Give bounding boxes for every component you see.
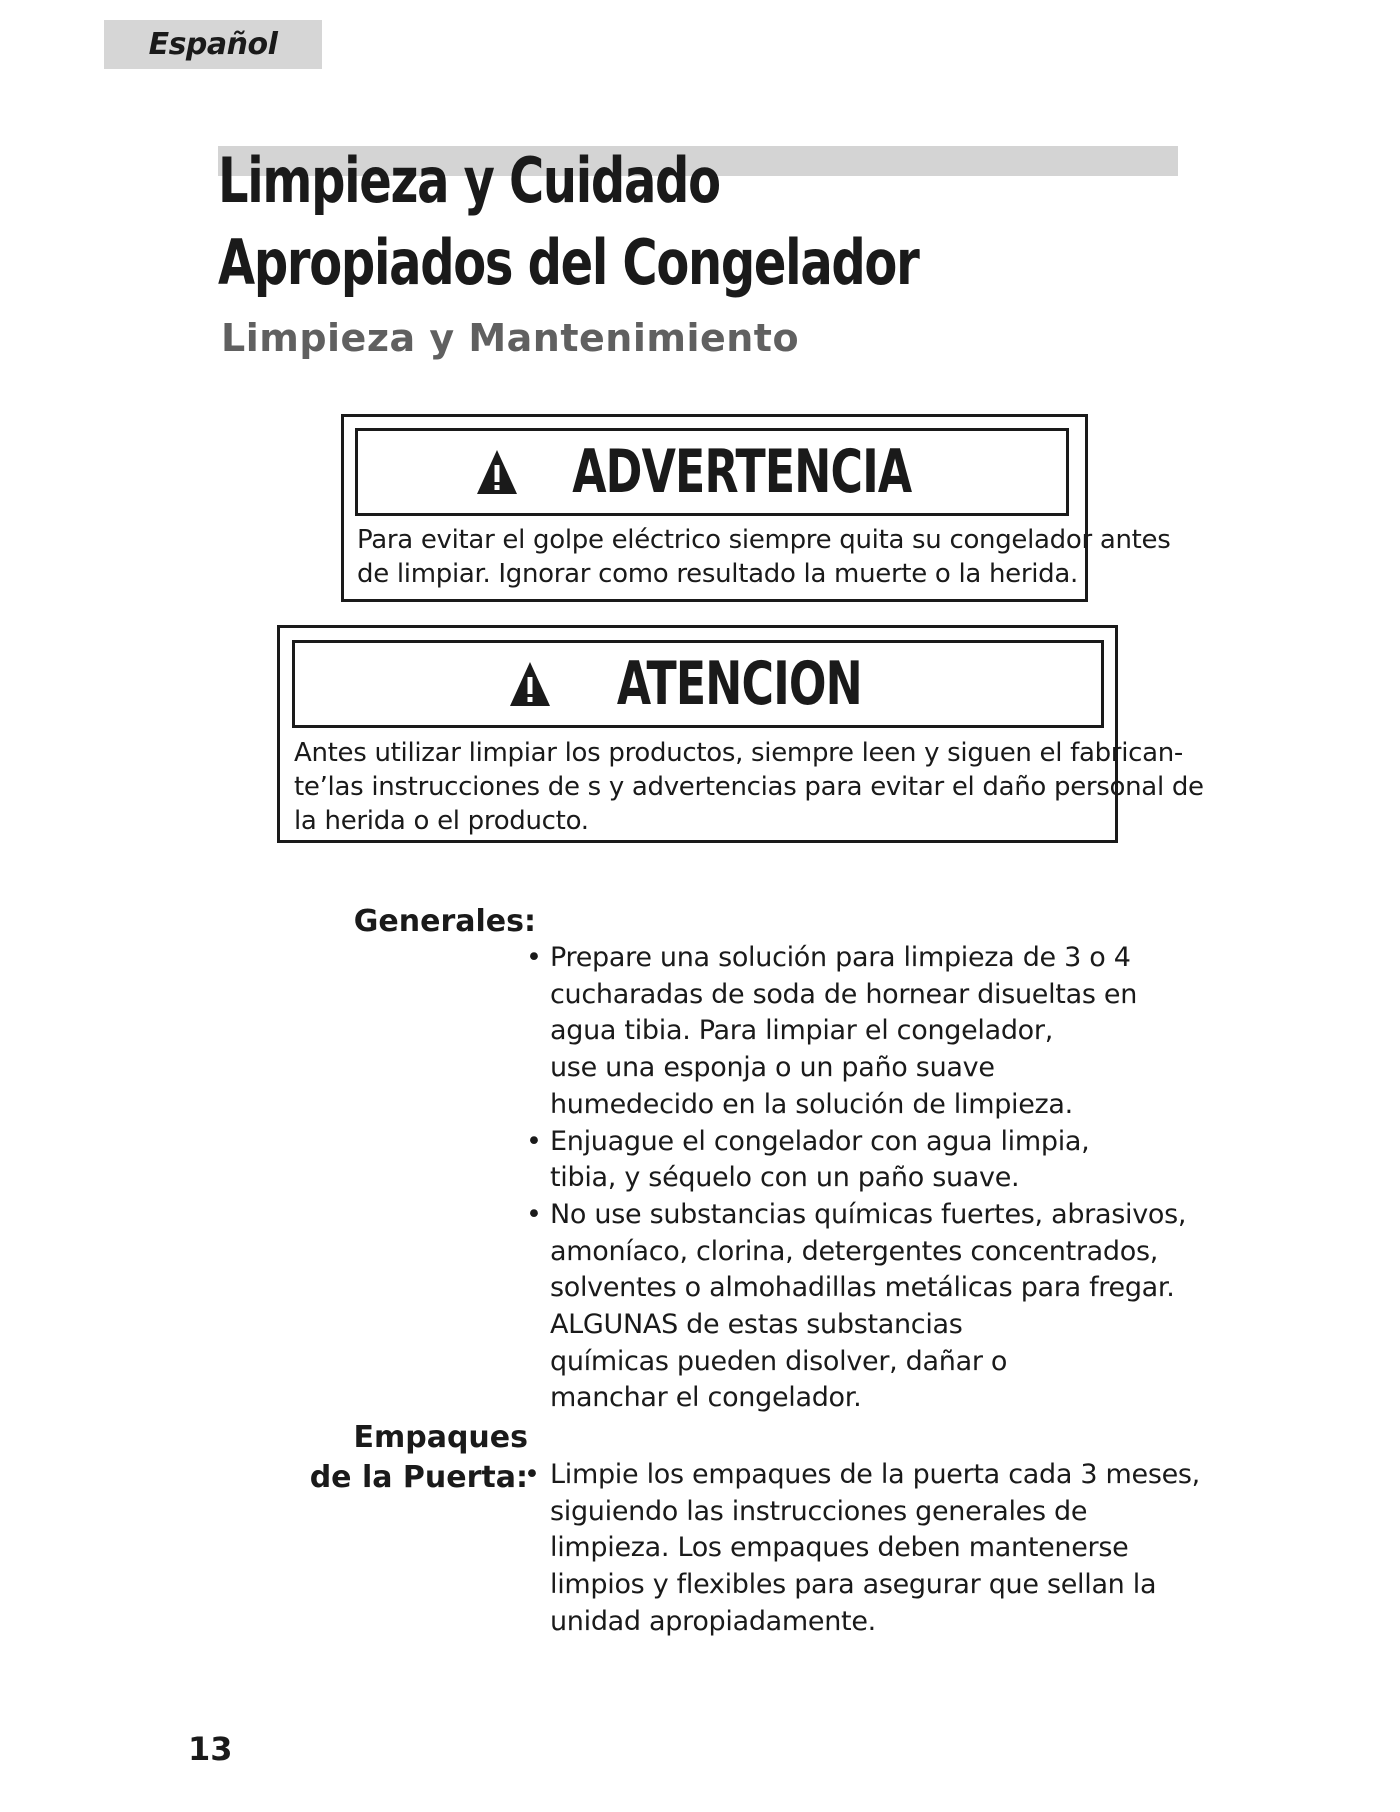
page-title-line-2: Apropiados del Congelador bbox=[218, 226, 919, 299]
generales-label: Generales: bbox=[353, 904, 536, 939]
page-title bbox=[218, 140, 918, 304]
caution-text-line: Antes utilizar limpiar los productos, siempre leen y siguen el fabrican- bbox=[294, 738, 1184, 768]
list-item-line: limpieza. Los empaques deben mantenerse bbox=[550, 1532, 1129, 1564]
warning-header bbox=[355, 428, 1069, 516]
warning-text-line: de limpiar. Ignorar como resultado la muerte o la herida. bbox=[357, 559, 1078, 589]
warning-box bbox=[341, 414, 1171, 602]
bullet-icon: • bbox=[524, 1459, 540, 1490]
list-item bbox=[526, 940, 1186, 1124]
warning-text bbox=[357, 523, 1171, 591]
list-item-line: cucharadas de soda de hornear disueltas en bbox=[550, 978, 1138, 1010]
list-item-line: manchar el congelador. bbox=[550, 1382, 862, 1414]
empaques-list bbox=[524, 1457, 1200, 1641]
generales-list bbox=[526, 940, 1187, 1417]
bullet-icon: • bbox=[526, 1125, 542, 1157]
caution-box bbox=[277, 625, 1204, 843]
warning-triangle-icon bbox=[475, 448, 519, 496]
list-item-line: siguiendo las instrucciones generales de bbox=[550, 1495, 1088, 1527]
list-item-line: químicas pueden disolver, dañar o bbox=[550, 1345, 1008, 1377]
list-item-line: Enjuague el congelador con agua limpia, bbox=[550, 1125, 1090, 1157]
list-item-line: amoníaco, clorina, detergentes concentrados, bbox=[550, 1235, 1159, 1267]
warning-heading: ADVERTENCIA bbox=[572, 437, 912, 507]
list-item-line: use una esponja o un paño suave bbox=[550, 1052, 995, 1084]
list-item bbox=[526, 1124, 1186, 1197]
bullet-icon: • bbox=[526, 1198, 542, 1230]
list-item-line: limpios y flexibles para asegurar que sellan la bbox=[550, 1569, 1157, 1601]
language-tab bbox=[104, 20, 322, 69]
list-item bbox=[524, 1457, 1200, 1641]
list-item-line: Prepare una solución para limpieza de 3 o 4 bbox=[550, 942, 1131, 973]
list-item-line: ALGUNAS de estas substancias bbox=[550, 1309, 963, 1341]
caution-text-line: la herida o el producto. bbox=[294, 806, 589, 836]
caution-text-line: te’las instrucciones de s y advertencias para evitar el daño personal de bbox=[294, 772, 1204, 802]
warning-triangle-icon bbox=[508, 660, 552, 708]
page-number: 13 bbox=[188, 1730, 233, 1768]
caution-text bbox=[294, 736, 1204, 838]
empaques-label bbox=[300, 1418, 528, 1498]
list-item bbox=[526, 1197, 1187, 1417]
warning-text-line: Para evitar el golpe eléctrico siempre quita su congelador antes bbox=[357, 525, 1171, 555]
empaques-label-line-2: de la Puerta: bbox=[309, 1460, 528, 1495]
list-item-line: tibia, y séquelo con un paño suave. bbox=[550, 1162, 1020, 1194]
list-item-line: solventes o almohadillas metálicas para fregar. bbox=[550, 1272, 1175, 1304]
caution-heading: ATENCION bbox=[616, 649, 862, 719]
list-item-line: No use substancias químicas fuertes, abrasivos, bbox=[550, 1198, 1187, 1230]
list-item-line: Limpie los empaques de la puerta cada 3 meses, bbox=[550, 1459, 1200, 1490]
page-title-line-1: Limpieza y Cuidado bbox=[218, 144, 720, 217]
empaques-label-line-1: Empaques bbox=[353, 1420, 528, 1455]
list-item-line: agua tibia. Para limpiar el congelador, bbox=[550, 1015, 1053, 1047]
list-item-line: unidad apropiadamente. bbox=[550, 1605, 876, 1637]
section-subtitle: Limpieza y Mantenimiento bbox=[221, 316, 800, 360]
list-item-line: humedecido en la solución de limpieza. bbox=[550, 1088, 1073, 1120]
language-tab-label: Español bbox=[148, 27, 278, 62]
bullet-icon: • bbox=[526, 942, 542, 973]
caution-header bbox=[292, 640, 1104, 728]
